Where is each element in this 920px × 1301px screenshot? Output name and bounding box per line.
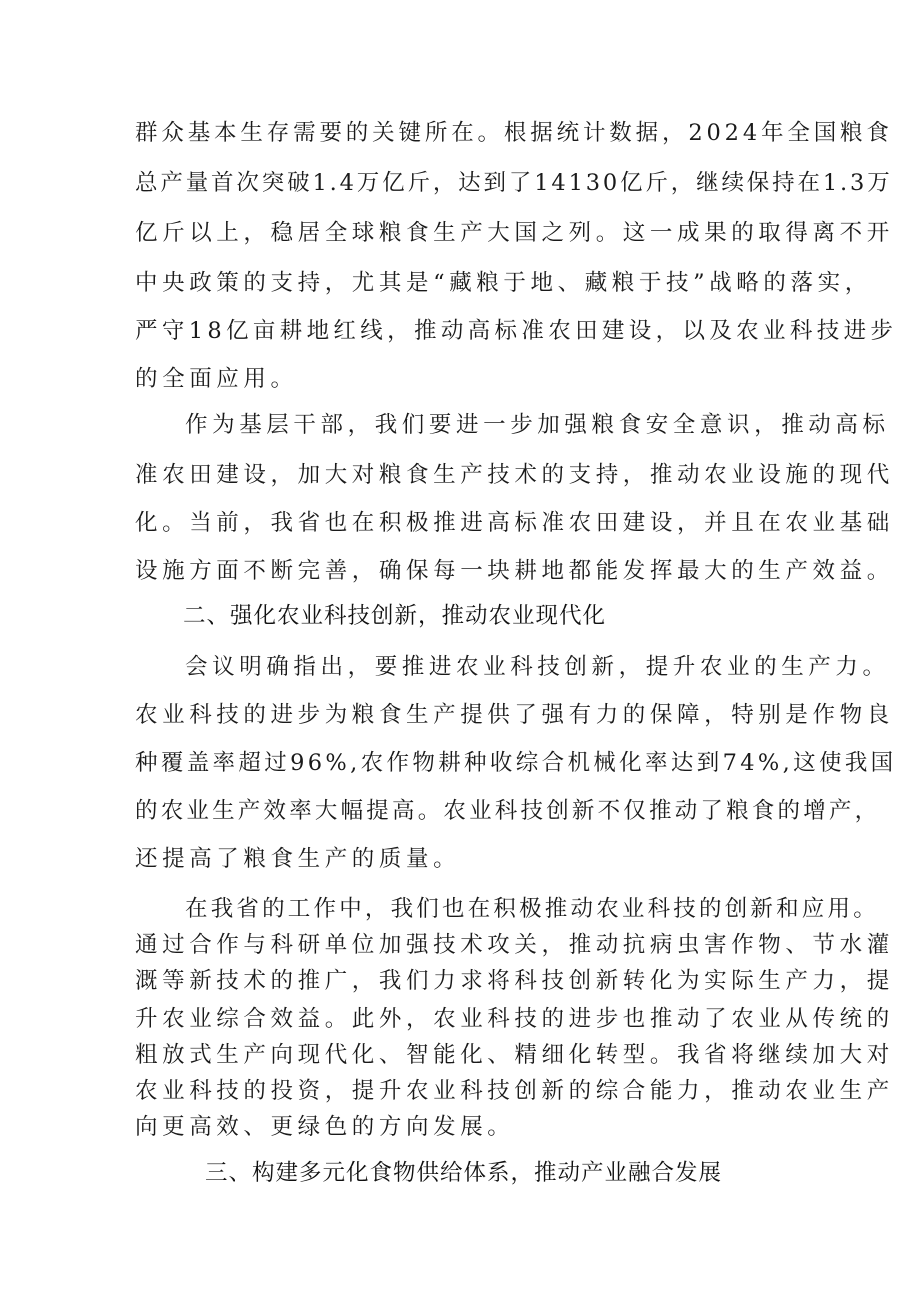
text-line: 中央政策的支持，尤其是“藏粮于地、藏粮于技”战略的落实，	[135, 270, 872, 296]
text-line: 粗放式生产向现代化、智能化、精细化转型。我省将继续加大对	[135, 1042, 894, 1068]
text-line: 种覆盖率超过96%,农作物耕种收综合机械化率达到74%,这使我国	[135, 750, 897, 776]
text-line: 的全面应用。	[135, 366, 298, 392]
text-line: 化。当前，我省也在积极推进高标准农田建设，并且在农业基础	[135, 510, 894, 536]
text-line: 在我省的工作中，我们也在积极推动农业科技的创新和应用。	[185, 896, 879, 922]
text-line: 作为基层干部，我们要进一步加强粮食安全意识，推动高标	[185, 412, 890, 438]
text-line: 群众基本生存需要的关键所在。根据统计数据，2024年全国粮食	[135, 120, 893, 146]
text-line: 总产量首次突破1.4万亿斤，达到了14130亿斤，继续保持在1.3万	[135, 170, 893, 196]
text-line: 溉等新技术的推广，我们力求将科技创新转化为实际生产力，提	[135, 968, 894, 994]
text-line: 还提高了粮食生产的质量。	[135, 846, 461, 872]
text-line: 通过合作与科研单位加强技术攻关，推动抗病虫害作物、节水灌	[135, 932, 894, 958]
text-line: 会议明确指出，要推进农业科技创新，提升农业的生产力。	[185, 654, 890, 680]
text-line: 亿斤以上，稳居全球粮食生产大国之列。这一成果的取得离不开	[135, 220, 894, 246]
text-line: 设施方面不断完善，确保每一块耕地都能发挥最大的生产效益。	[135, 558, 894, 584]
text-line: 的农业生产效率大幅提高。农业科技创新不仅推动了粮食的增产，	[135, 798, 881, 824]
section-heading-agri-tech: 二、强化农业科技创新，推动农业现代化	[183, 603, 607, 629]
text-line: 升农业综合效益。此外，农业科技的进步也推动了农业从传统的	[135, 1006, 894, 1032]
text-line: 向更高效、更绿色的方向发展。	[135, 1114, 515, 1140]
text-line: 农业科技的投资，提升农业科技创新的综合能力，推动农业生产	[135, 1078, 894, 1104]
text-line: 准农田建设，加大对粮食生产技术的支持，推动农业设施的现代	[135, 462, 894, 488]
text-line: 农业科技的进步为粮食生产提供了强有力的保障，特别是作物良	[135, 702, 894, 728]
section-heading-food-supply: 三、构建多元化食物供给体系，推动产业融合发展	[205, 1160, 723, 1186]
text-line: 严守18亿亩耕地红线，推动高标准农田建设，以及农业科技进步	[135, 318, 898, 344]
